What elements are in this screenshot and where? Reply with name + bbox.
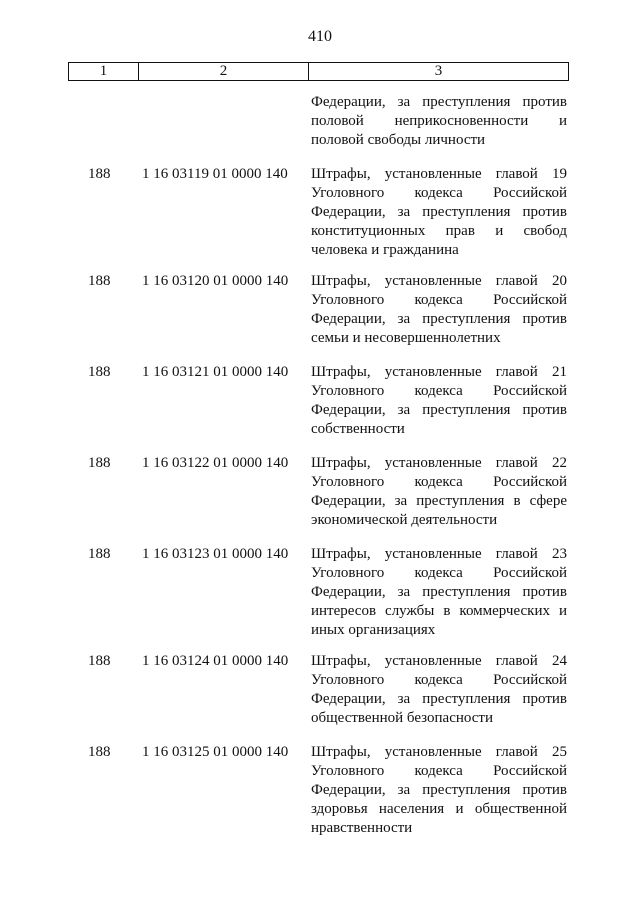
- text-line: Уголовного кодекса Российской: [311, 763, 567, 779]
- column-header-3: 3: [309, 63, 569, 81]
- revenue-description: [311, 743, 567, 838]
- admin-code: 188: [88, 166, 111, 182]
- text-line: нравственности: [311, 820, 413, 836]
- text-line: Уголовного кодекса Российской: [311, 474, 567, 490]
- admin-code: 188: [88, 546, 111, 562]
- admin-code: 188: [88, 273, 111, 289]
- budget-classification-code: 1 16 03121 01 0000 140: [142, 364, 289, 380]
- budget-classification-code: 1 16 03122 01 0000 140: [142, 455, 289, 471]
- revenue-description: [311, 363, 567, 439]
- continuation-text: [311, 93, 567, 150]
- text-line: Федерации, за преступления против: [311, 94, 567, 110]
- text-line: Федерации, за преступления против: [311, 584, 567, 600]
- text-line: Федерации, за преступления против: [311, 311, 567, 327]
- text-line: Штрафы, установленные главой 21: [311, 364, 567, 380]
- text-line: Штрафы, установленные главой 23: [311, 546, 567, 562]
- text-line: половой свободы личности: [311, 132, 486, 148]
- text-line: Уголовного кодекса Российской: [311, 292, 567, 308]
- text-line: Уголовного кодекса Российской: [311, 565, 567, 581]
- revenue-description: [311, 652, 567, 728]
- text-line: Федерации, за преступления против: [311, 782, 567, 798]
- column-header-2: 2: [139, 63, 309, 81]
- revenue-description: [311, 545, 567, 640]
- budget-classification-code: 1 16 03120 01 0000 140: [142, 273, 289, 289]
- text-line: Штрафы, установленные главой 24: [311, 653, 567, 669]
- text-line: общественной безопасности: [311, 710, 494, 726]
- text-line: экономической деятельности: [311, 512, 498, 528]
- page-number: 410: [308, 28, 332, 45]
- admin-code: 188: [88, 455, 111, 471]
- text-line: Федерации, за преступления против: [311, 691, 567, 707]
- text-line: Штрафы, установленные главой 19: [311, 166, 567, 182]
- text-line: здоровья населения и общественной: [311, 801, 567, 817]
- text-line: Штрафы, установленные главой 25: [311, 744, 567, 760]
- text-line: Федерации, за преступления против: [311, 402, 567, 418]
- text-line: собственности: [311, 421, 405, 437]
- text-line: человека и гражданина: [311, 242, 459, 258]
- budget-classification-code: 1 16 03124 01 0000 140: [142, 653, 289, 669]
- text-line: половой неприкосновенности и: [311, 113, 567, 129]
- budget-classification-code: 1 16 03125 01 0000 140: [142, 744, 289, 760]
- admin-code: 188: [88, 364, 111, 380]
- text-line: Уголовного кодекса Российской: [311, 383, 567, 399]
- column-header-row: [69, 63, 569, 81]
- text-line: Штрафы, установленные главой 20: [311, 273, 567, 289]
- text-line: иных организациях: [311, 622, 436, 638]
- revenue-description: [311, 272, 567, 348]
- admin-code: 188: [88, 653, 111, 669]
- revenue-description: [311, 454, 567, 530]
- budget-classification-code: 1 16 03123 01 0000 140: [142, 546, 289, 562]
- text-line: Уголовного кодекса Российской: [311, 185, 567, 201]
- budget-classification-code: 1 16 03119 01 0000 140: [142, 166, 288, 182]
- text-line: конституционных прав и свобод: [311, 223, 567, 239]
- text-line: Штрафы, установленные главой 22: [311, 455, 567, 471]
- text-line: Федерации, за преступления в сфере: [311, 493, 567, 509]
- column-header-1: 1: [69, 63, 139, 81]
- text-line: интересов службы в коммерческих и: [311, 603, 567, 619]
- admin-code: 188: [88, 744, 111, 760]
- text-line: семьи и несовершеннолетних: [311, 330, 501, 346]
- column-header-table: [68, 62, 569, 81]
- text-line: Уголовного кодекса Российской: [311, 672, 567, 688]
- revenue-description: [311, 165, 567, 260]
- text-line: Федерации, за преступления против: [311, 204, 567, 220]
